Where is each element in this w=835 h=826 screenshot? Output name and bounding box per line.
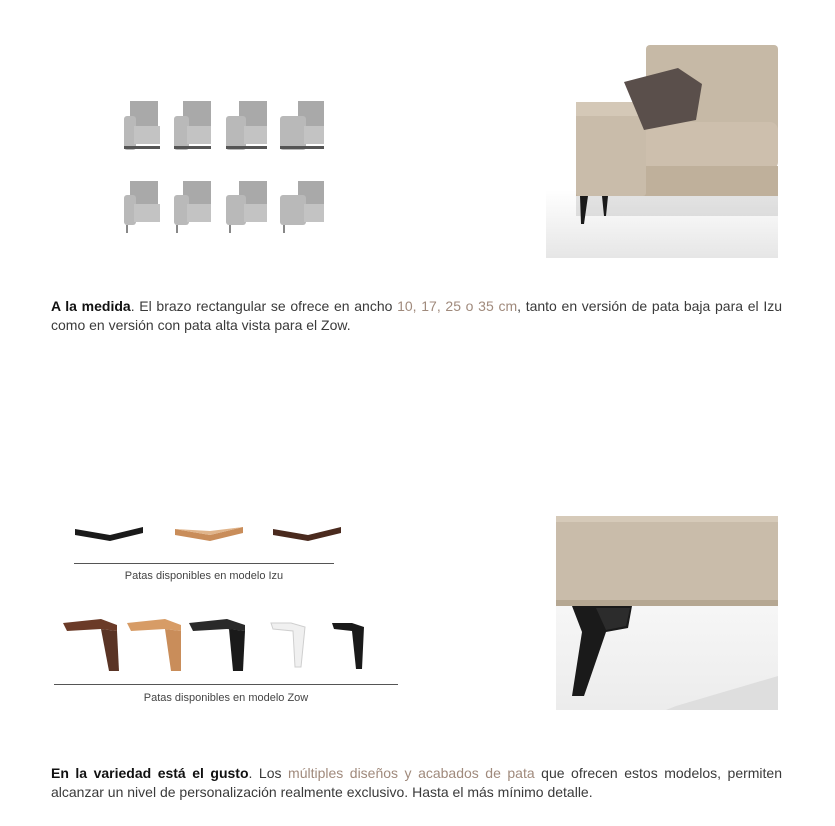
- lead-a-la-medida: A la medida: [51, 298, 131, 314]
- zow-divider: [54, 684, 398, 685]
- izu-legs-row: [70, 520, 345, 550]
- arm-thumb-25cm-high: [223, 180, 269, 234]
- zow-leg-walnut: [61, 617, 121, 673]
- arm-thumb-10cm-low: [120, 98, 166, 152]
- text-after-2: que ofrecen estos modelos, permiten alcanzar un nivel de personalización realmente exclusivo. Hasta el más mínimo detalle.: [51, 765, 783, 800]
- arm-thumb-25cm-low: [223, 98, 269, 152]
- izu-caption: Patas disponibles en modelo Izu: [124, 570, 284, 582]
- zow-legs-row: [55, 615, 395, 675]
- zow-caption: Patas disponibles en modelo Zow: [143, 692, 309, 704]
- highlight-widths: 10, 17, 25 o 35 cm: [397, 298, 518, 314]
- izu-divider: [74, 563, 334, 564]
- arm-options-grid: [118, 95, 333, 240]
- paragraph-a-la-medida: [51, 297, 782, 335]
- zow-leg-black-slim: [330, 621, 370, 671]
- izu-leg-walnut: [273, 525, 343, 545]
- izu-leg-oak: [175, 525, 245, 545]
- paragraph-variedad: [51, 764, 782, 802]
- zow-leg-oak: [125, 617, 185, 673]
- sofa-leg-photo: [556, 516, 778, 710]
- arm-thumb-35cm-low: [278, 98, 324, 152]
- text-after: , tanto en versión de pata baja para el Izu como en versión con pata alta vista para el Zow.: [51, 298, 783, 333]
- text-before: . El brazo rectangular se ofrece en ancho: [130, 298, 398, 314]
- sofa-arm-photo: [546, 40, 778, 258]
- arm-thumb-35cm-high: [278, 180, 324, 234]
- arm-thumb-17cm-low: [171, 98, 217, 152]
- izu-leg-black: [75, 525, 145, 545]
- highlight-designs: múltiples diseños y acabados de pata: [288, 765, 535, 781]
- arm-thumb-17cm-high: [171, 180, 217, 234]
- lead-variedad: En la variedad está el gusto: [51, 765, 249, 781]
- text-before-2: . Los: [248, 765, 289, 781]
- zow-leg-black: [187, 617, 247, 673]
- arm-thumb-10cm-high: [120, 180, 166, 234]
- zow-leg-white: [269, 621, 309, 671]
